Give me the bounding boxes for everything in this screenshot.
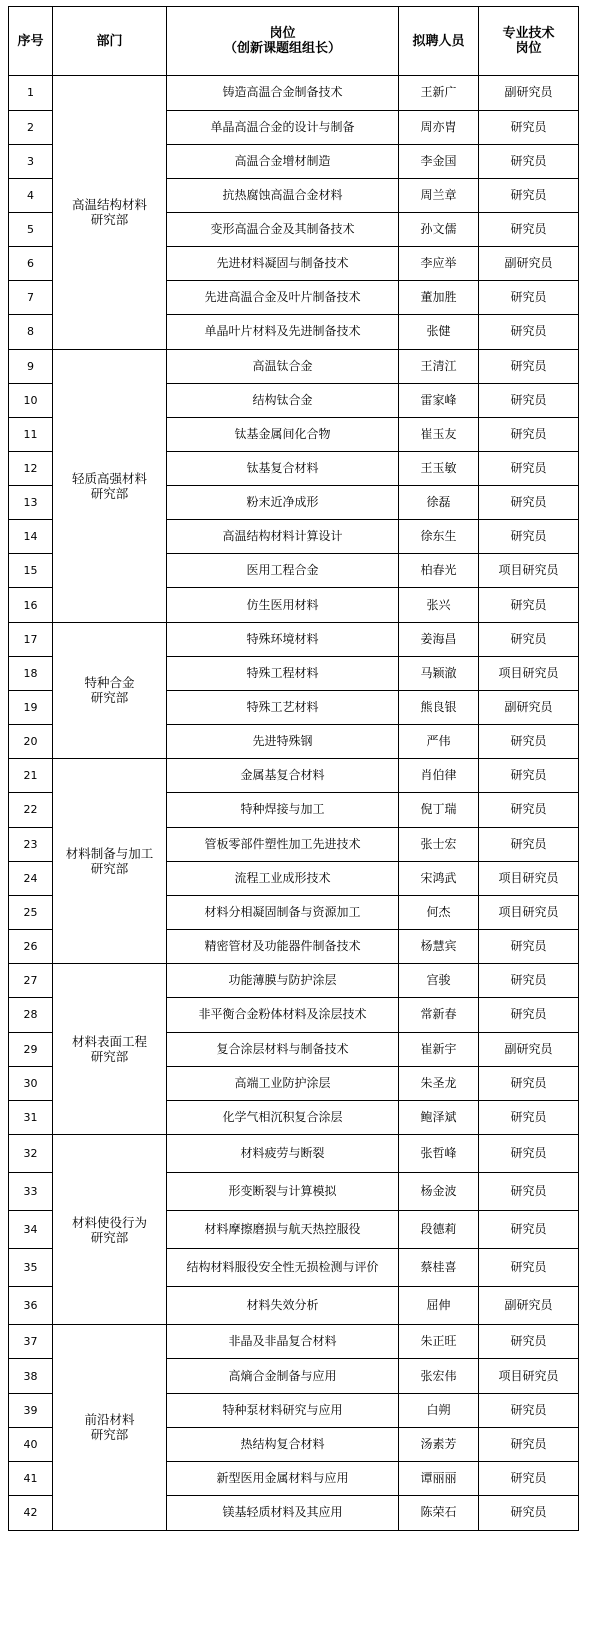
cell-no: 27 (9, 964, 53, 998)
cell-person: 崔玉友 (399, 417, 479, 451)
cell-position: 结构材料服役安全性无损检测与评价 (167, 1249, 399, 1287)
cell-title: 研究员 (479, 1461, 579, 1495)
cell-title: 研究员 (479, 929, 579, 964)
cell-position: 材料失效分析 (167, 1287, 399, 1325)
cell-no: 15 (9, 554, 53, 588)
cell-no: 6 (9, 246, 53, 281)
table-row (9, 349, 579, 383)
cell-no: 3 (9, 144, 53, 178)
cell-person: 雷家峰 (399, 383, 479, 417)
cell-title: 项目研究员 (479, 554, 579, 588)
table-body (9, 76, 579, 1531)
cell-person: 周兰章 (399, 178, 479, 212)
cell-no: 5 (9, 212, 53, 246)
cell-person: 倪丁瑞 (399, 792, 479, 827)
table-row (9, 758, 579, 792)
cell-position: 精密管材及功能器件制备技术 (167, 929, 399, 964)
header-title: 专业技术 岗位 (479, 7, 579, 76)
cell-title: 研究员 (479, 1427, 579, 1461)
cell-position: 钛基金属间化合物 (167, 417, 399, 451)
cell-person: 崔新宇 (399, 1032, 479, 1066)
cell-title: 研究员 (479, 1135, 579, 1173)
cell-no: 20 (9, 724, 53, 758)
cell-person: 肖伯律 (399, 758, 479, 792)
header-person: 拟聘人员 (399, 7, 479, 76)
cell-person: 徐磊 (399, 485, 479, 519)
cell-title: 研究员 (479, 1066, 579, 1100)
cell-person: 张健 (399, 315, 479, 350)
cell-person: 张士宏 (399, 827, 479, 861)
cell-no: 26 (9, 929, 53, 964)
cell-position: 变形高温合金及其制备技术 (167, 212, 399, 246)
cell-position: 医用工程合金 (167, 554, 399, 588)
cell-title: 副研究员 (479, 76, 579, 111)
cell-title: 研究员 (479, 144, 579, 178)
cell-no: 16 (9, 588, 53, 623)
cell-title: 项目研究员 (479, 656, 579, 690)
cell-title: 研究员 (479, 724, 579, 758)
cell-title: 研究员 (479, 383, 579, 417)
cell-person: 蔡桂喜 (399, 1249, 479, 1287)
cell-no: 29 (9, 1032, 53, 1066)
cell-title: 项目研究员 (479, 895, 579, 929)
cell-title: 研究员 (479, 1495, 579, 1530)
cell-no: 13 (9, 485, 53, 519)
cell-position: 特殊工程材料 (167, 656, 399, 690)
cell-title: 研究员 (479, 1211, 579, 1249)
header-position: 岗位 （创新课题组组长） (167, 7, 399, 76)
cell-title: 项目研究员 (479, 1359, 579, 1394)
cell-no: 2 (9, 110, 53, 144)
cell-person: 孙文儒 (399, 212, 479, 246)
cell-no: 8 (9, 315, 53, 350)
cell-no: 38 (9, 1359, 53, 1394)
cell-title: 研究员 (479, 1173, 579, 1211)
cell-position: 先进高温合金及叶片制备技术 (167, 281, 399, 315)
cell-no: 22 (9, 792, 53, 827)
cell-title: 研究员 (479, 178, 579, 212)
cell-title: 研究员 (479, 281, 579, 315)
cell-person: 宋鸿武 (399, 861, 479, 895)
cell-person: 鲍泽斌 (399, 1100, 479, 1135)
cell-position: 特种泵材料研究与应用 (167, 1393, 399, 1427)
cell-department: 轻质高强材料 研究部 (53, 349, 167, 622)
cell-title: 研究员 (479, 758, 579, 792)
cell-title: 研究员 (479, 622, 579, 656)
cell-position: 管板零部件塑性加工先进技术 (167, 827, 399, 861)
cell-position: 特殊环境材料 (167, 622, 399, 656)
cell-no: 19 (9, 690, 53, 724)
cell-title: 研究员 (479, 588, 579, 623)
cell-title: 研究员 (479, 212, 579, 246)
cell-person: 王清江 (399, 349, 479, 383)
cell-title: 项目研究员 (479, 861, 579, 895)
cell-title: 研究员 (479, 1100, 579, 1135)
cell-no: 11 (9, 417, 53, 451)
cell-no: 40 (9, 1427, 53, 1461)
cell-position: 镁基轻质材料及其应用 (167, 1495, 399, 1530)
cell-position: 非晶及非晶复合材料 (167, 1325, 399, 1359)
cell-title: 研究员 (479, 998, 579, 1033)
table-row (9, 964, 579, 998)
cell-position: 高熵合金制备与应用 (167, 1359, 399, 1394)
cell-department: 材料表面工程 研究部 (53, 964, 167, 1135)
cell-no: 36 (9, 1287, 53, 1325)
cell-position: 金属基复合材料 (167, 758, 399, 792)
cell-position: 材料摩擦磨损与航天热控服役 (167, 1211, 399, 1249)
cell-no: 18 (9, 656, 53, 690)
appointment-table (8, 6, 579, 1531)
cell-position: 非平衡合金粉体材料及涂层技术 (167, 998, 399, 1033)
table-row (9, 1135, 579, 1173)
cell-person: 朱圣龙 (399, 1066, 479, 1100)
cell-title: 副研究员 (479, 246, 579, 281)
cell-position: 流程工业成形技术 (167, 861, 399, 895)
cell-person: 张哲峰 (399, 1135, 479, 1173)
cell-title: 研究员 (479, 451, 579, 485)
cell-position: 抗热腐蚀高温合金材料 (167, 178, 399, 212)
header-no: 序号 (9, 7, 53, 76)
cell-person: 周亦胄 (399, 110, 479, 144)
cell-person: 徐东生 (399, 519, 479, 554)
cell-no: 4 (9, 178, 53, 212)
cell-person: 柏春光 (399, 554, 479, 588)
cell-person: 张宏伟 (399, 1359, 479, 1394)
cell-person: 王新广 (399, 76, 479, 111)
cell-no: 31 (9, 1100, 53, 1135)
cell-department: 材料制备与加工 研究部 (53, 758, 167, 963)
cell-person: 段德莉 (399, 1211, 479, 1249)
cell-person: 马颖澈 (399, 656, 479, 690)
cell-position: 材料疲劳与断裂 (167, 1135, 399, 1173)
cell-no: 25 (9, 895, 53, 929)
cell-person: 常新春 (399, 998, 479, 1033)
cell-title: 研究员 (479, 964, 579, 998)
cell-position: 化学气相沉积复合涂层 (167, 1100, 399, 1135)
cell-no: 30 (9, 1066, 53, 1100)
cell-title: 研究员 (479, 827, 579, 861)
cell-person: 李应举 (399, 246, 479, 281)
cell-no: 37 (9, 1325, 53, 1359)
header-row (9, 7, 579, 76)
cell-position: 先进特殊钢 (167, 724, 399, 758)
cell-person: 张兴 (399, 588, 479, 623)
cell-position: 特殊工艺材料 (167, 690, 399, 724)
cell-position: 功能薄膜与防护涂层 (167, 964, 399, 998)
cell-person: 严伟 (399, 724, 479, 758)
cell-title: 研究员 (479, 1393, 579, 1427)
cell-department: 高温结构材料 研究部 (53, 76, 167, 350)
table-row (9, 622, 579, 656)
cell-title: 研究员 (479, 349, 579, 383)
cell-title: 研究员 (479, 1325, 579, 1359)
cell-person: 王玉敏 (399, 451, 479, 485)
cell-person: 宫骏 (399, 964, 479, 998)
cell-position: 形变断裂与计算模拟 (167, 1173, 399, 1211)
table-row (9, 1325, 579, 1359)
cell-no: 35 (9, 1249, 53, 1287)
cell-person: 董加胜 (399, 281, 479, 315)
cell-person: 何杰 (399, 895, 479, 929)
cell-title: 研究员 (479, 519, 579, 554)
cell-person: 白朔 (399, 1393, 479, 1427)
cell-position: 高端工业防护涂层 (167, 1066, 399, 1100)
cell-person: 熊良银 (399, 690, 479, 724)
cell-no: 23 (9, 827, 53, 861)
cell-person: 屈伸 (399, 1287, 479, 1325)
cell-department: 前沿材料 研究部 (53, 1325, 167, 1530)
cell-no: 10 (9, 383, 53, 417)
cell-position: 热结构复合材料 (167, 1427, 399, 1461)
cell-person: 陈荣石 (399, 1495, 479, 1530)
cell-no: 21 (9, 758, 53, 792)
cell-position: 高温合金增材制造 (167, 144, 399, 178)
cell-no: 9 (9, 349, 53, 383)
cell-position: 特种焊接与加工 (167, 792, 399, 827)
cell-no: 17 (9, 622, 53, 656)
cell-no: 34 (9, 1211, 53, 1249)
cell-person: 谭丽丽 (399, 1461, 479, 1495)
cell-department: 特种合金 研究部 (53, 622, 167, 758)
cell-position: 单晶叶片材料及先进制备技术 (167, 315, 399, 350)
cell-no: 41 (9, 1461, 53, 1495)
cell-no: 32 (9, 1135, 53, 1173)
cell-no: 7 (9, 281, 53, 315)
cell-position: 单晶高温合金的设计与制备 (167, 110, 399, 144)
cell-position: 新型医用金属材料与应用 (167, 1461, 399, 1495)
cell-department: 材料使役行为 研究部 (53, 1135, 167, 1325)
cell-person: 汤素芳 (399, 1427, 479, 1461)
header-dept: 部门 (53, 7, 167, 76)
cell-no: 1 (9, 76, 53, 111)
cell-position: 高温结构材料计算设计 (167, 519, 399, 554)
cell-title: 研究员 (479, 417, 579, 451)
cell-title: 副研究员 (479, 1032, 579, 1066)
cell-title: 研究员 (479, 485, 579, 519)
cell-title: 研究员 (479, 315, 579, 350)
cell-position: 高温钛合金 (167, 349, 399, 383)
cell-no: 39 (9, 1393, 53, 1427)
cell-position: 材料分相凝固制备与资源加工 (167, 895, 399, 929)
cell-person: 李金国 (399, 144, 479, 178)
cell-no: 42 (9, 1495, 53, 1530)
cell-person: 杨慧宾 (399, 929, 479, 964)
cell-person: 姜海昌 (399, 622, 479, 656)
cell-no: 14 (9, 519, 53, 554)
cell-no: 28 (9, 998, 53, 1033)
cell-position: 铸造高温合金制备技术 (167, 76, 399, 111)
cell-title: 研究员 (479, 1249, 579, 1287)
cell-title: 副研究员 (479, 690, 579, 724)
cell-title: 研究员 (479, 110, 579, 144)
cell-title: 副研究员 (479, 1287, 579, 1325)
table-row (9, 76, 579, 111)
cell-no: 24 (9, 861, 53, 895)
cell-position: 结构钛合金 (167, 383, 399, 417)
cell-title: 研究员 (479, 792, 579, 827)
cell-position: 仿生医用材料 (167, 588, 399, 623)
cell-position: 复合涂层材料与制备技术 (167, 1032, 399, 1066)
cell-position: 先进材料凝固与制备技术 (167, 246, 399, 281)
cell-position: 粉末近净成形 (167, 485, 399, 519)
cell-position: 钛基复合材料 (167, 451, 399, 485)
cell-no: 12 (9, 451, 53, 485)
cell-person: 朱正旺 (399, 1325, 479, 1359)
cell-no: 33 (9, 1173, 53, 1211)
cell-person: 杨金波 (399, 1173, 479, 1211)
